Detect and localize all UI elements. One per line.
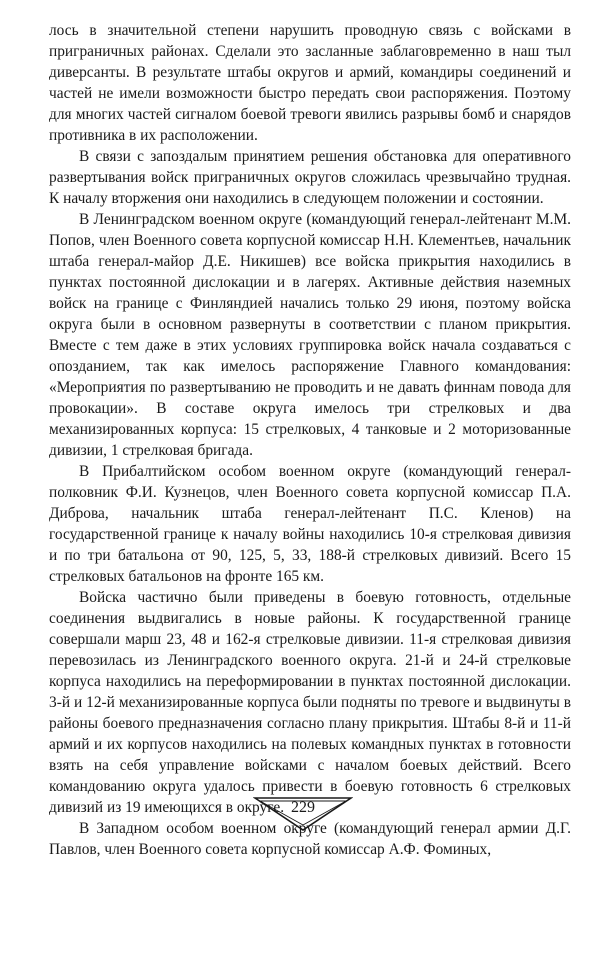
page-footer: [253, 796, 353, 832]
paragraph: В Западном особом военном округе (командующий генерал армии Д.Г. Павлов, член Военного совета корпусной комиссар А.Ф. Фоминых,: [49, 820, 571, 858]
page-number: 229: [291, 799, 315, 816]
page-body: [49, 20, 571, 860]
paragraph: В связи с запоздалым принятием решения обстановка для оперативного развертывания войск приграничных округов сложилась чрезвычайно трудная. К началу вторжения они находились в следующем положении и состоянии.: [49, 148, 571, 207]
paragraph: Войска частично были приведены в боевую готовность, отдельные соединения выдвигались в новые районы. К государственной границе совершали марш 23, 48 и 162-я стрелковые дивизии. 11-я стрелковая дивизия перевозилась из Ленинградского военного округа. 21-й и 24-й стрелковые корпуса находились на переформировании в пунктах постоянной дислокации. 3-й и 12-й механизированные корпуса были подняты по тревоге и выдвинуты в районы боевого предназначения согласно плану прикрытия. Штабы 8-й и 11-й армий и их корпусов находились на полевых командных пунктах в готовности взять на себя управление войсками с началом боевых действий. Всего командованию округа удалось привести в боевую готовность 6 стрелковых дивизий из 19 имеющихся в округе.: [49, 589, 571, 816]
paragraph: В Прибалтийском особом военном округе (командующий генерал-полковник Ф.И. Кузнецов, член Военного совета корпусной комиссар П.А. Диброва, начальник штаба генерал-лейтенант П.С. Кленов) на государственной границе к началу войны находились 10-я стрелковая дивизия и по три батальона от 90, 125, 5, 33, 188-й стрелковых дивизий. Всего 15 стрелковых батальонов на фронте 165 км.: [49, 463, 571, 585]
paragraph: В Ленинградском военном округе (командующий генерал-лейтенант М.М. Попов, член Военного совета корпусной комиссар Н.Н. Клементьев, начальник штаба генерал-майор Д.Е. Никишев) все войска прикрытия находились в пунктах постоянной дислокации и в лагерях. Активные действия наземных войск на границе с Финляндией начались только 29 июня, поэтому войска округа были в основном развернуты в соответствии с планом прикрытия. Вместе с тем даже в этих условиях группировка войск начала создаваться с опозданием, так как имелось распоряжение Главного командования: «Мероприятия по развертыванию не проводить и не давать финнам повода для провокации». В составе округа имелось три стрелковых и два механизированных корпуса: 15 стрелковых, 4 танковые и 2 моторизованные дивизии, 1 стрелковая бригада.: [49, 211, 571, 459]
paragraph-continuation: лось в значительной степени нарушить проводную связь с войсками в приграничных районах. Сделали это засланные заблаговременно в наш тыл диверсанты. В результате штабы округов и армий, командиры соединений и частей не имели возможности быстро передать свои распоряжения. Поэтому для многих частей сигналом боевой тревоги явились разрывы бомб и снарядов противника в их расположении.: [49, 22, 571, 144]
